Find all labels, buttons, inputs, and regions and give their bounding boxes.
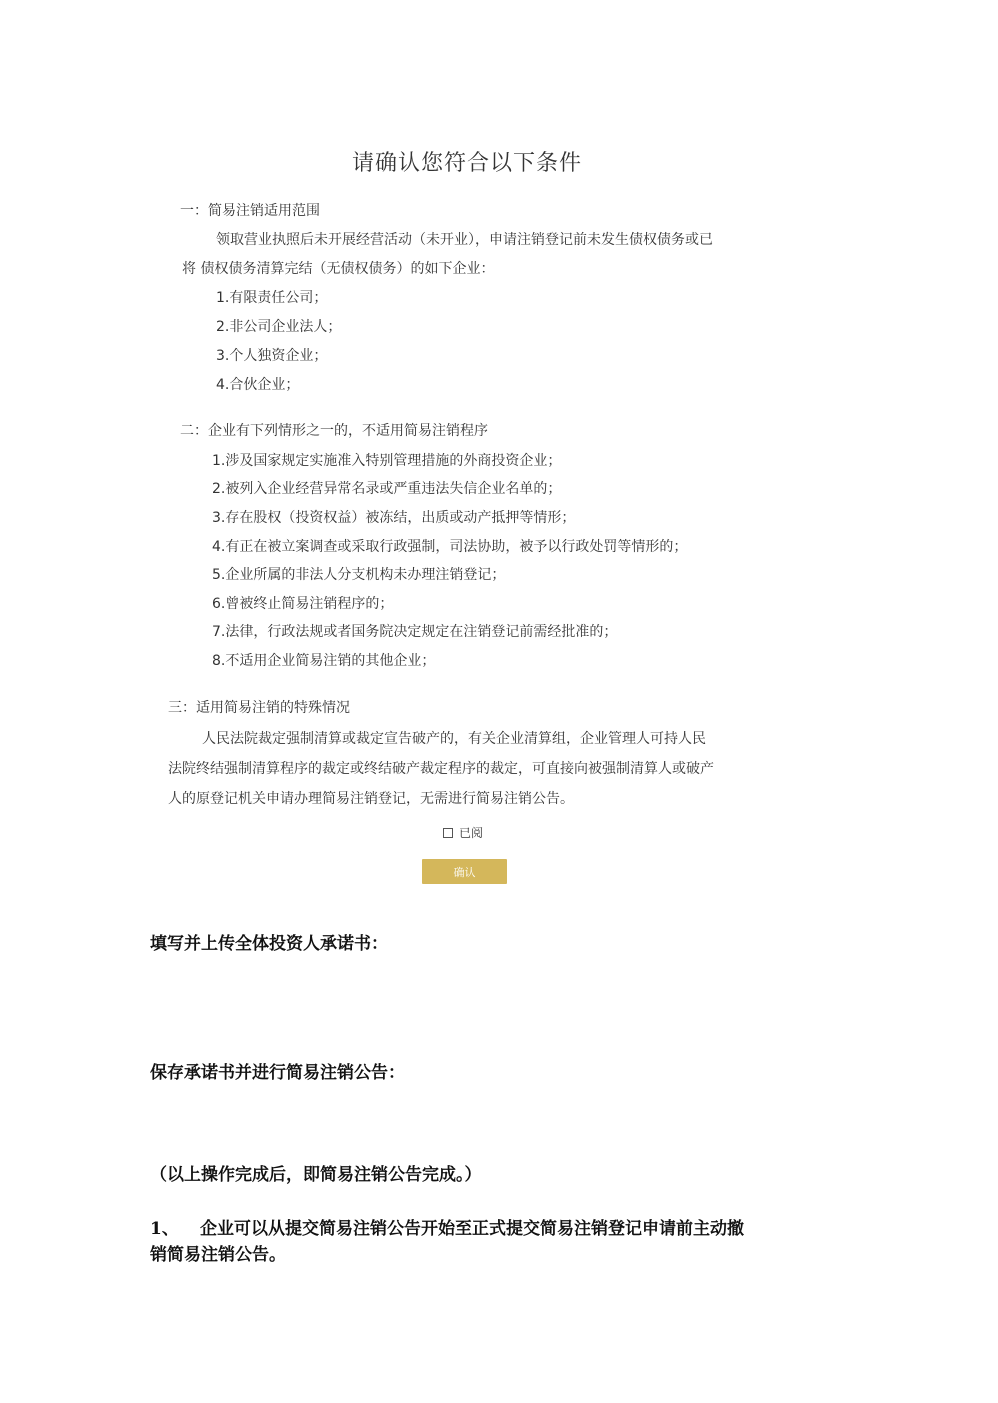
section2-item: 7.法律，行政法规或者国务院决定规定在注销登记前需经批准的； [212,624,618,640]
section2-item: 4.有正在被立案调查或采取行政强制，司法协助，被予以行政处罚等情形的； [212,539,688,555]
step1-text: 填写并上传全体投资人承诺书： [150,934,388,954]
section2-item: 5.企业所属的非法人分支机构未办理注销登记； [212,567,506,583]
section1-item: 3.个人独资企业； [216,348,328,364]
section3-line2: 法院终结强制清算程序的裁定或终结破产裁定程序的裁定，可直接向被强制清算人或破产 [168,761,714,777]
section3-line1: 人民法院裁定强制清算或裁定宣告破产的，有关企业清算组，企业管理人可持人民 [202,731,706,747]
step2-text: 保存承诺书并进行简易注销公告： [150,1063,405,1083]
section1-item: 4.合伙企业； [216,377,300,393]
completion-note: （以上操作完成后，即简易注销公告完成。） [150,1165,482,1185]
section1-item: 2.非公司企业法人； [216,319,342,335]
read-checkbox-group[interactable] [443,824,483,841]
section2-item: 2.被列入企业经营异常名录或严重违法失信企业名单的； [212,481,562,497]
section1-line1: 领取营业执照后未开展经营活动（未开业），申请注销登记前未发生债权债务或已 [216,232,713,248]
panel-title: 请确认您符合以下条件 [352,151,583,176]
section2-item: 8.不适用企业简易注销的其他企业； [212,653,436,669]
read-checkbox-label: 已阅 [459,826,484,840]
section1-heading: 一：简易注销适用范围 [180,203,320,219]
section1-item: 1.有限责任公司； [216,290,328,306]
point-number: 1、 [150,1219,179,1239]
section2-item: 3.存在股权（投资权益）被冻结，出质或动产抵押等情形； [212,510,576,526]
section2-item: 6.曾被终止简易注销程序的； [212,596,394,612]
section3-line3: 人的原登记机关申请办理简易注销登记，无需进行简易注销公告。 [168,791,574,807]
section3-heading: 三：适用简易注销的特殊情况 [168,700,350,716]
point-line2: 销简易注销公告。 [150,1245,286,1265]
section2-item: 1.涉及国家规定实施准入特别管理措施的外商投资企业； [212,453,562,469]
read-checkbox[interactable] [443,828,453,838]
section2-heading: 二：企业有下列情形之一的，不适用简易注销程序 [180,423,488,439]
point-line1: 企业可以从提交简易注销公告开始至正式提交简易注销登记申请前主动撤 [200,1219,744,1239]
confirm-button[interactable]: 确认 [422,859,507,884]
section1-line2: 将 债权债务清算完结（无债权债务）的如下企业： [182,261,495,277]
